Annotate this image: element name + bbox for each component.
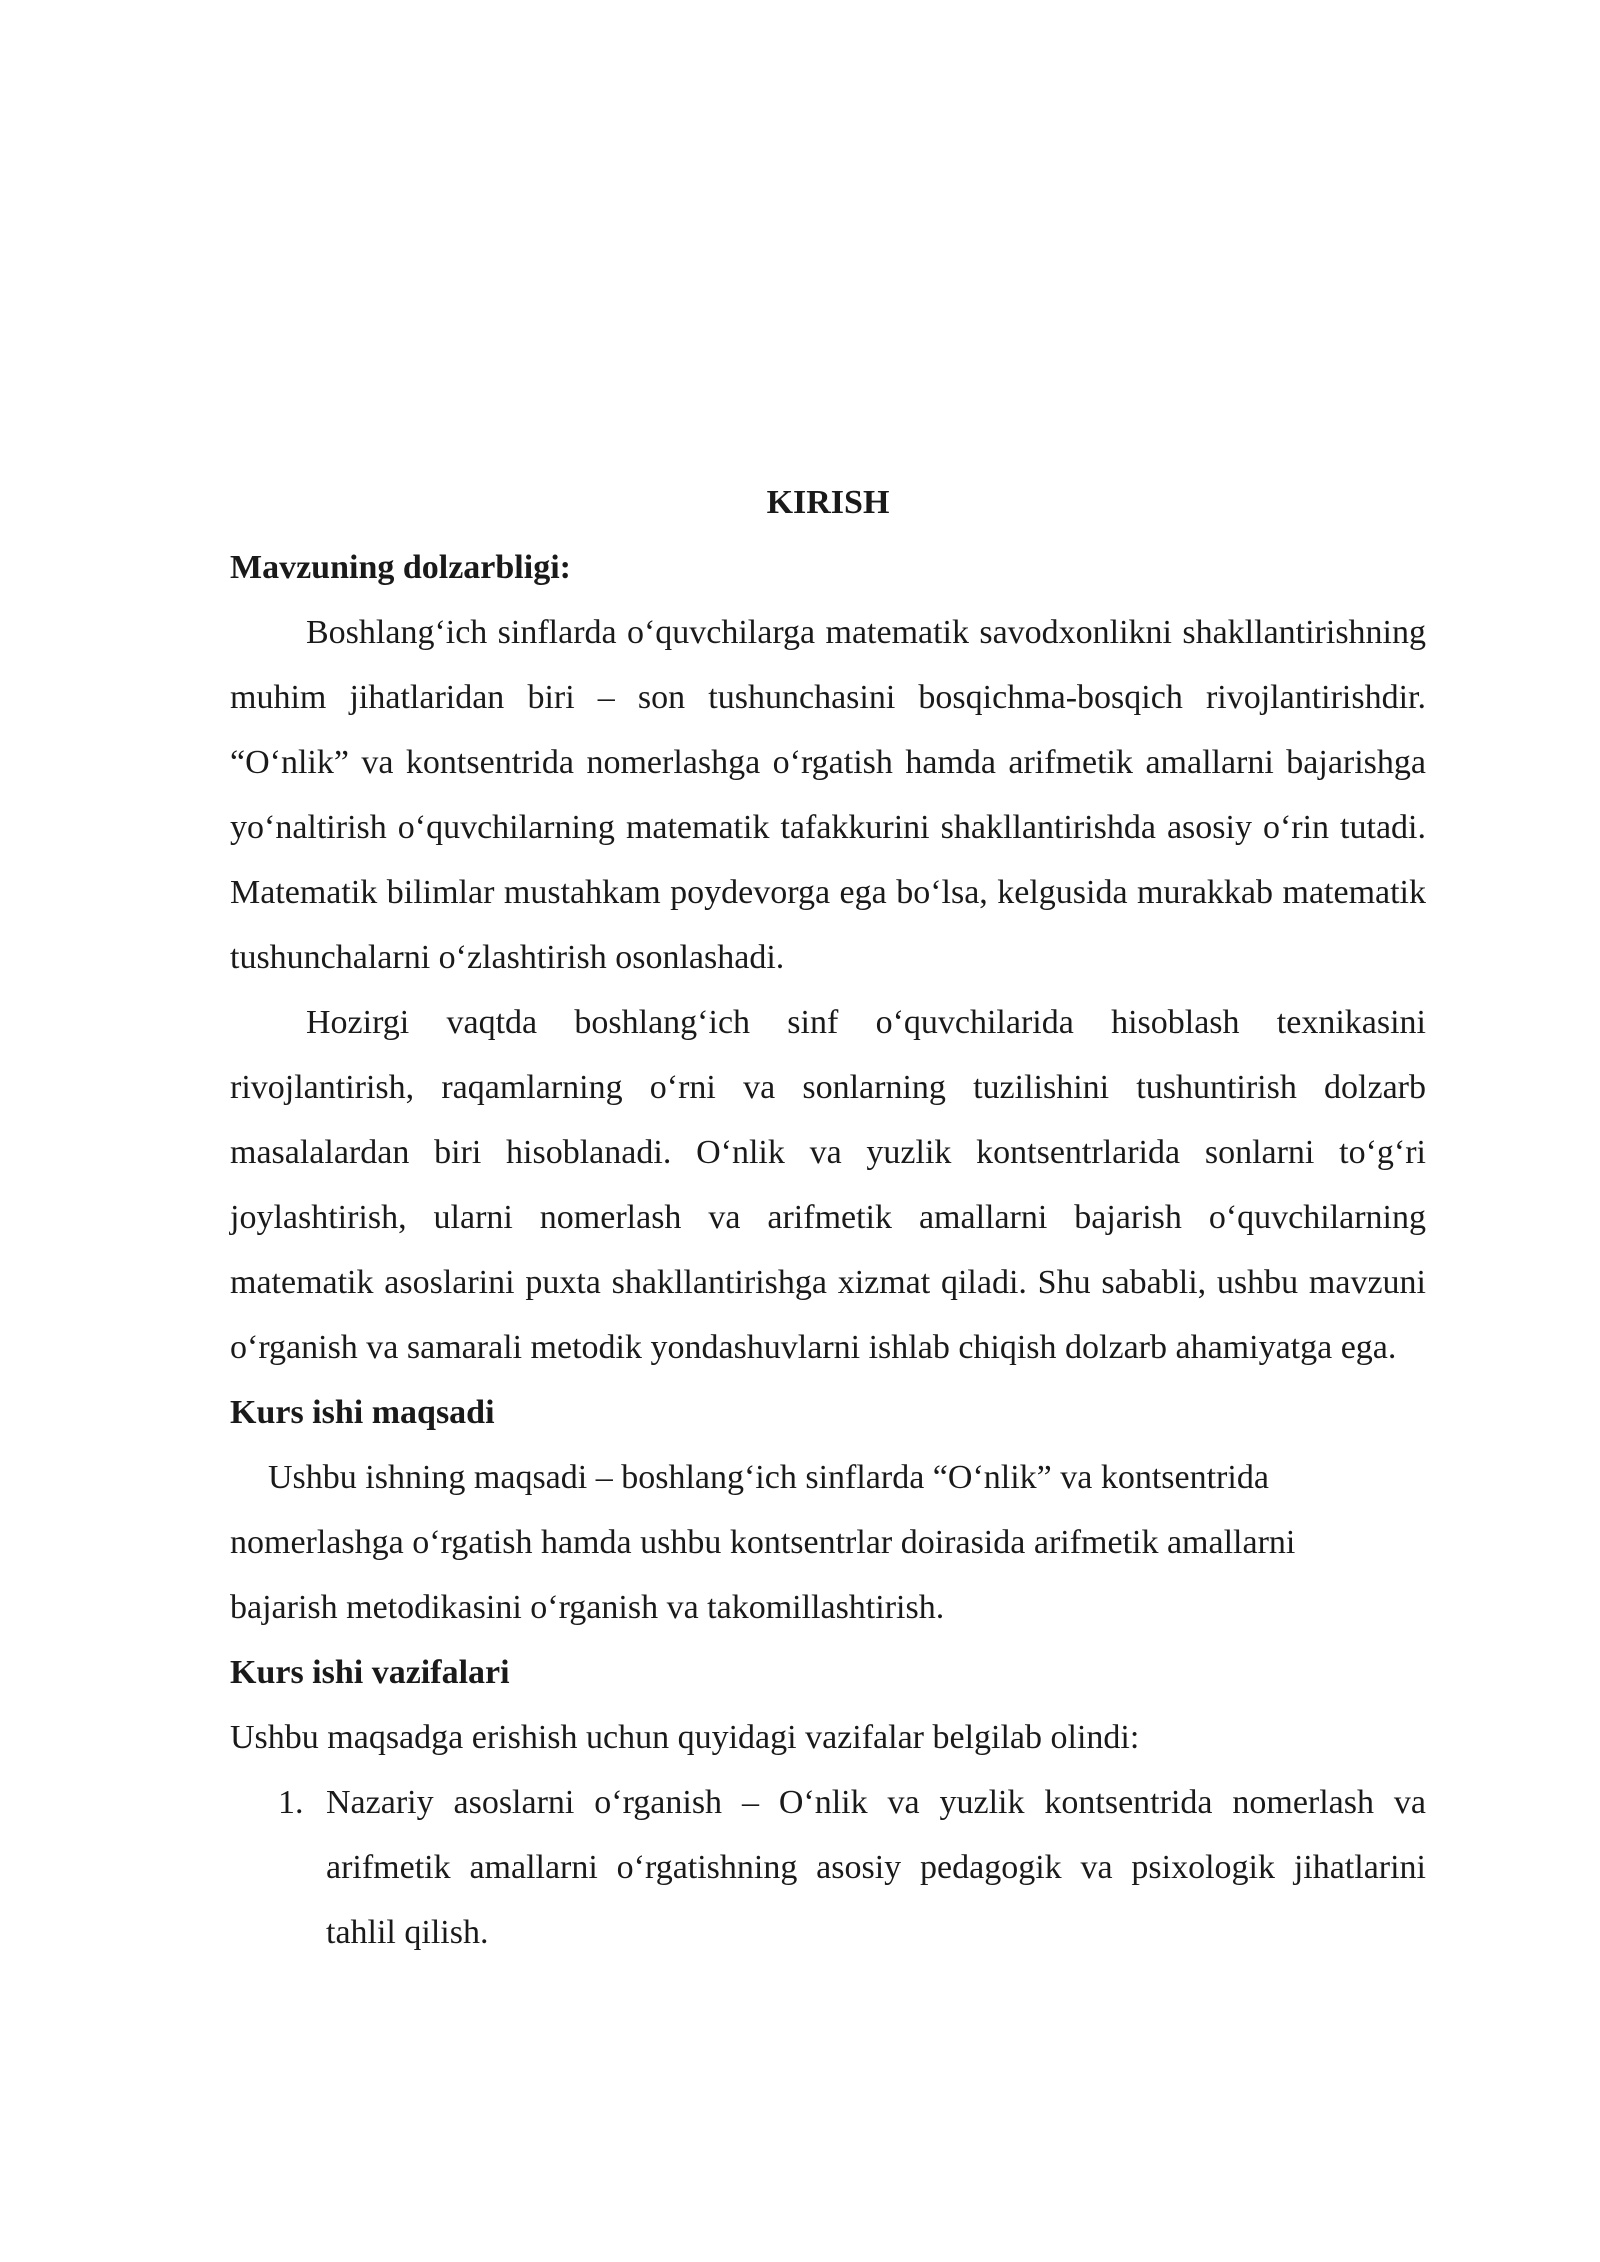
document-body <box>230 470 1426 1965</box>
relevance-paragraph-2: Hozirgi vaqtda boshlang‘ich sinf o‘quvchilarida hisoblash texnikasini rivojlantirish, raqamlarning o‘rni va sonlarning tuzilishini tushuntirish dolzarb masalalardan biri hisoblanadi. O‘nlik va yuzlik kontsentrlarida sonlarni to‘g‘ri joylashtirish, ularni nomerlash va arifmetik amallarni bajarish o‘quvchilarning matematik asoslarini puxta shakllantirishga xizmat qiladi. Shu sababli, ushbu mavzuni o‘rganish va samarali metodik yondashuvlarni ishlab chiqish dolzarb ahamiyatga ega. <box>230 1004 1426 1366</box>
tasks-list <box>230 1770 1426 1965</box>
tasks-heading: Kurs ishi vazifalari <box>230 1654 510 1691</box>
list-item <box>230 1770 1426 1965</box>
list-item-number: 1. <box>278 1784 304 1821</box>
goal-heading: Kurs ishi maqsadi <box>230 1394 495 1431</box>
list-item-text: Nazariy asoslarni o‘rganish – O‘nlik va yuzlik kontsentrida nomerlash va arifmetik amallarni o‘rgatishning asosiy pedagogik va psixologik jihatlarini tahlil qilish. <box>326 1784 1426 1951</box>
goal-paragraph: Ushbu ishning maqsadi – boshlang‘ich sinflarda “O‘nlik” va kontsentrida nomerlashga o‘rgatish hamda ushbu kontsentrlar doirasida arifmetik amallarni bajarish metodikasini o‘rganish va takomillashtirish. <box>230 1459 1296 1626</box>
tasks-intro: Ushbu maqsadga erishish uchun quyidagi vazifalar belgilab olindi: <box>230 1719 1140 1756</box>
relevance-heading: Mavzuning dolzarbligi: <box>230 549 571 586</box>
document-title: KIRISH <box>766 484 890 521</box>
relevance-paragraph-1: Boshlang‘ich sinflarda o‘quvchilarga matematik savodxonlikni shakllantirishning muhim jihatlaridan biri – son tushunchasini bosqichma-bosqich rivojlantirishdir. “O‘nlik” va kontsentrida nomerlashga o‘rgatish hamda arifmetik amallarni bajarishga yo‘naltirish o‘quvchilarning matematik tafakkurini shakllantirishda asosiy o‘rin tutadi. Matematik bilimlar mustahkam poydevorga ega bo‘lsa, kelgusida murakkab matematik tushunchalarni o‘zlashtirish osonlashadi. <box>230 614 1426 976</box>
